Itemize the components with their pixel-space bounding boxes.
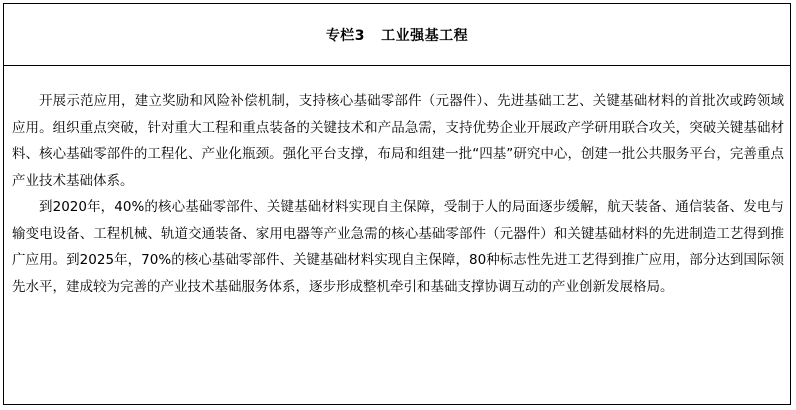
column-body	[12, 88, 784, 300]
paragraph-2: 到2020年，40%的核心基础零部件、关键基础材料实现自主保障，受制于人的局面逐步缓解，航天装备、通信装备、发电与输变电设备、工程机械、轨道交通装备、家用电器等产业急需的核心基础零部件（元器件）和关键基础材料的先进制造工艺得到推广应用。到2025年，70%的核心基础零部件、关键基础材料实现自主保障，80种标志性先进工艺得到推广应用，部分达到国际领先水平，建成较为完善的产业技术基础服务体系，逐步形成整机牵引和基础支撑协调互动的产业创新发展格局。	[12, 199, 784, 295]
column-title: 专栏3 工业强基工程	[325, 27, 469, 44]
column-box	[3, 3, 791, 405]
column-header	[4, 4, 790, 66]
paragraph-1: 开展示范应用，建立奖励和风险补偿机制，支持核心基础零部件（元器件）、先进基础工艺、关键基础材料的首批次或跨领域应用。组织重点突破，针对重大工程和重点装备的关键技术和产品急需，支持优势企业开展政产学研用联合攻关，突破关键基础材料、核心基础零部件的工程化、产业化瓶颈。强化平台支撑，布局和组建一批“四基”研究中心，创建一批公共服务平台，完善重点产业技术基础体系。	[12, 93, 784, 189]
